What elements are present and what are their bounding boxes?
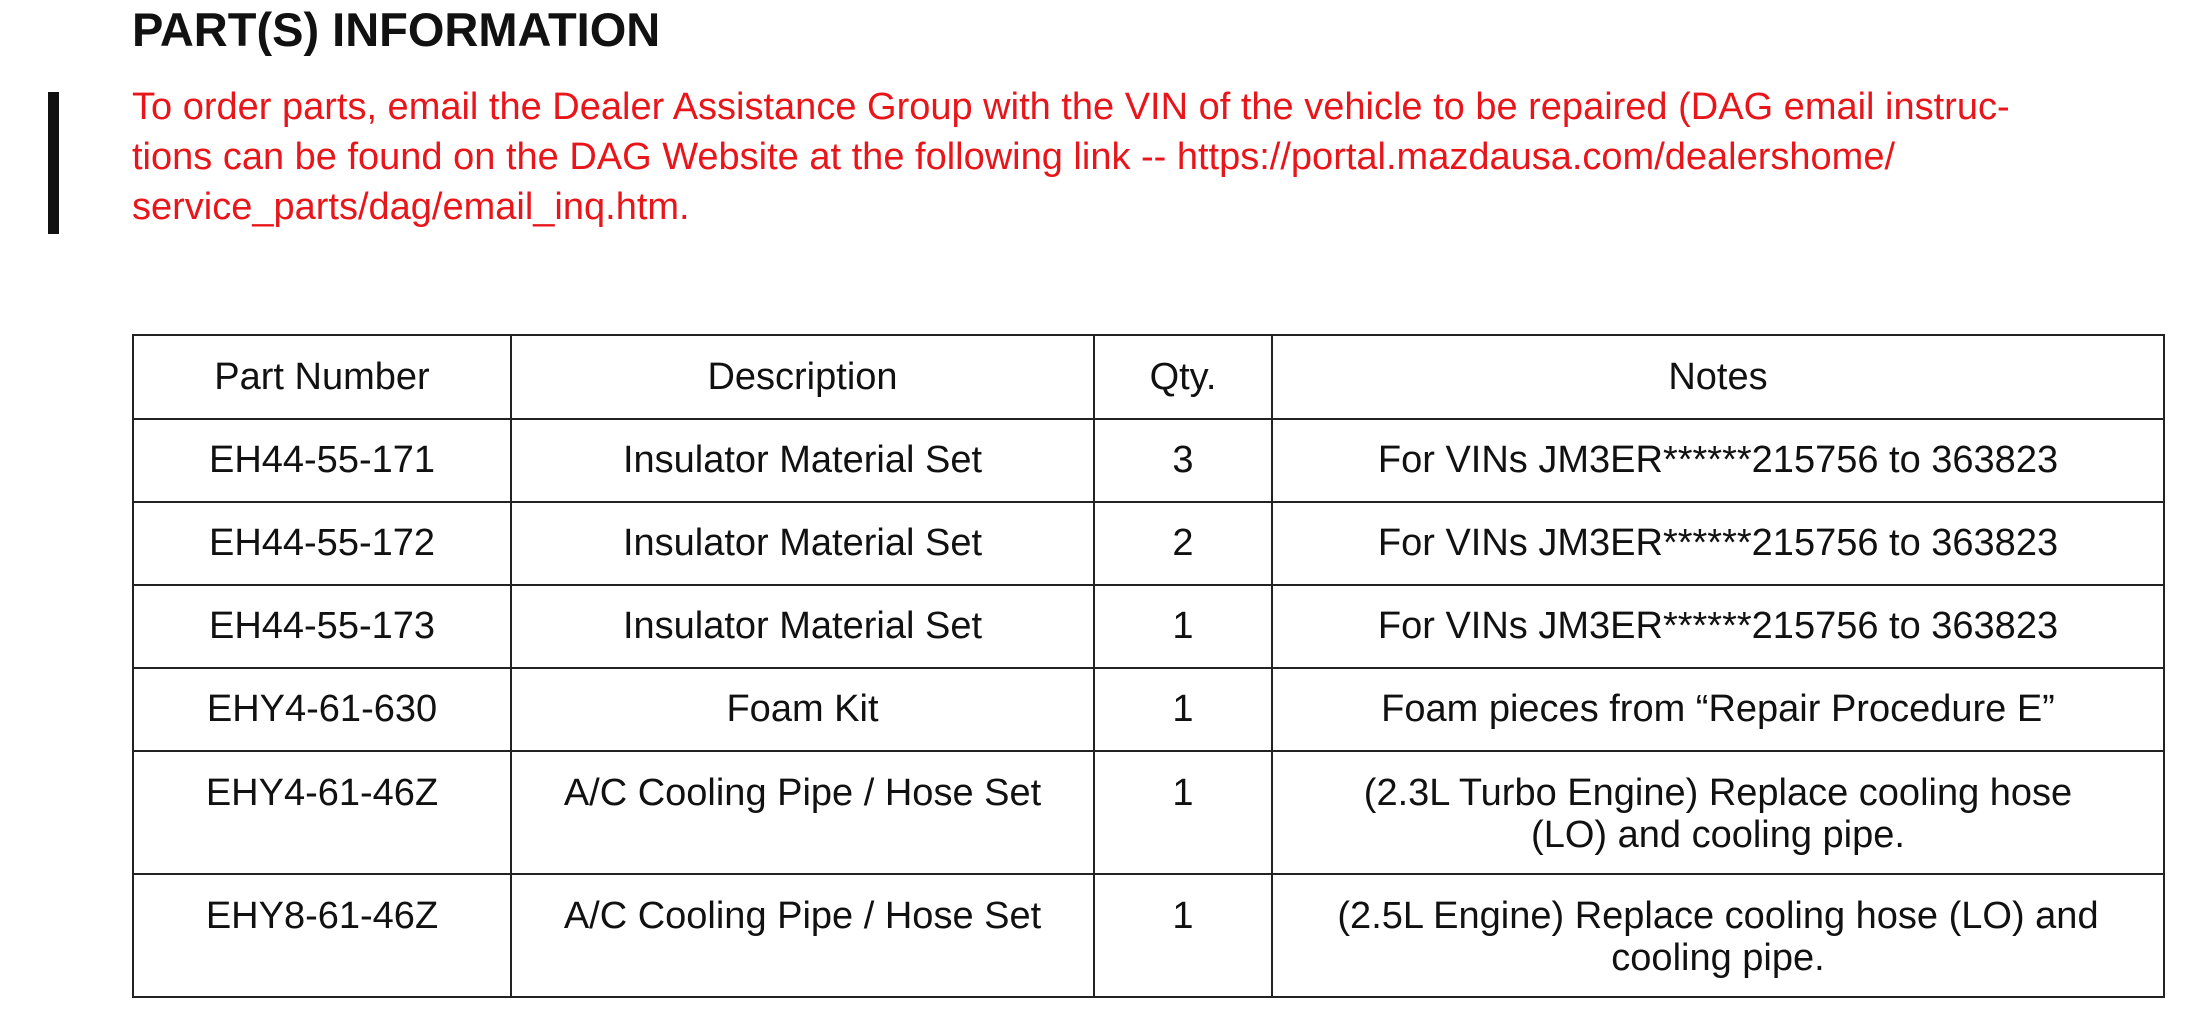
notes-cell — [1272, 419, 2164, 502]
table-row — [133, 585, 2164, 668]
table-row — [133, 751, 2164, 874]
notes-line: For VINs JM3ER******215756 to 363823 — [1377, 605, 2059, 647]
part-number-cell: EH44-55-171 — [133, 419, 511, 502]
header-notes: Notes — [1272, 335, 2164, 419]
part-number-cell: EH44-55-173 — [133, 585, 511, 668]
table-row — [133, 874, 2164, 997]
notes-line: (LO) and cooling pipe. — [1531, 814, 1905, 856]
parts-table — [132, 334, 2165, 998]
description-cell: Insulator Material Set — [511, 585, 1094, 668]
part-number-cell: EHY4-61-46Z — [133, 751, 511, 874]
qty-cell: 3 — [1094, 419, 1272, 502]
notes-cell — [1272, 668, 2164, 751]
table-header-row — [133, 335, 2164, 419]
part-number-cell: EH44-55-172 — [133, 502, 511, 585]
notes-cell — [1272, 874, 2164, 997]
notes-line: For VINs JM3ER******215756 to 363823 — [1377, 522, 2059, 564]
table-row — [133, 419, 2164, 502]
instructions-line-2: tions can be found on the DAG Website at the following link -- https://portal.mazdausa.com/dealershome/ — [132, 136, 1896, 178]
header-description: Description — [511, 335, 1094, 419]
notes-line: cooling pipe. — [1611, 937, 1825, 979]
description-cell: A/C Cooling Pipe / Hose Set — [511, 751, 1094, 874]
qty-cell: 1 — [1094, 585, 1272, 668]
description-cell: A/C Cooling Pipe / Hose Set — [511, 874, 1094, 997]
instructions-line-3: service_parts/dag/email_inq.htm. — [132, 186, 690, 228]
description-cell: Insulator Material Set — [511, 419, 1094, 502]
notes-line: For VINs JM3ER******215756 to 363823 — [1377, 439, 2059, 481]
part-number-cell: EHY8-61-46Z — [133, 874, 511, 997]
table-row — [133, 668, 2164, 751]
notes-line: (2.5L Engine) Replace cooling hose (LO) and — [1337, 895, 2099, 937]
notes-line: Foam pieces from “Repair Procedure E” — [1381, 688, 2055, 730]
notes-cell — [1272, 751, 2164, 874]
header-qty: Qty. — [1094, 335, 1272, 419]
notes-line: (2.3L Turbo Engine) Replace cooling hose — [1363, 772, 2073, 814]
notes-cell — [1272, 585, 2164, 668]
qty-cell: 2 — [1094, 502, 1272, 585]
notes-cell — [1272, 502, 2164, 585]
header-part-number: Part Number — [133, 335, 511, 419]
part-number-cell: EHY4-61-630 — [133, 668, 511, 751]
revision-change-bar — [48, 92, 59, 234]
table-row — [133, 502, 2164, 585]
ordering-instructions — [132, 82, 2172, 232]
description-cell: Foam Kit — [511, 668, 1094, 751]
qty-cell: 1 — [1094, 874, 1272, 997]
description-cell: Insulator Material Set — [511, 502, 1094, 585]
qty-cell: 1 — [1094, 668, 1272, 751]
qty-cell: 1 — [1094, 751, 1272, 874]
section-heading: PART(S) INFORMATION — [132, 3, 661, 56]
instructions-line-1: To order parts, email the Dealer Assistance Group with the VIN of the vehicle to be repaired (DAG email instruc- — [132, 86, 2010, 128]
